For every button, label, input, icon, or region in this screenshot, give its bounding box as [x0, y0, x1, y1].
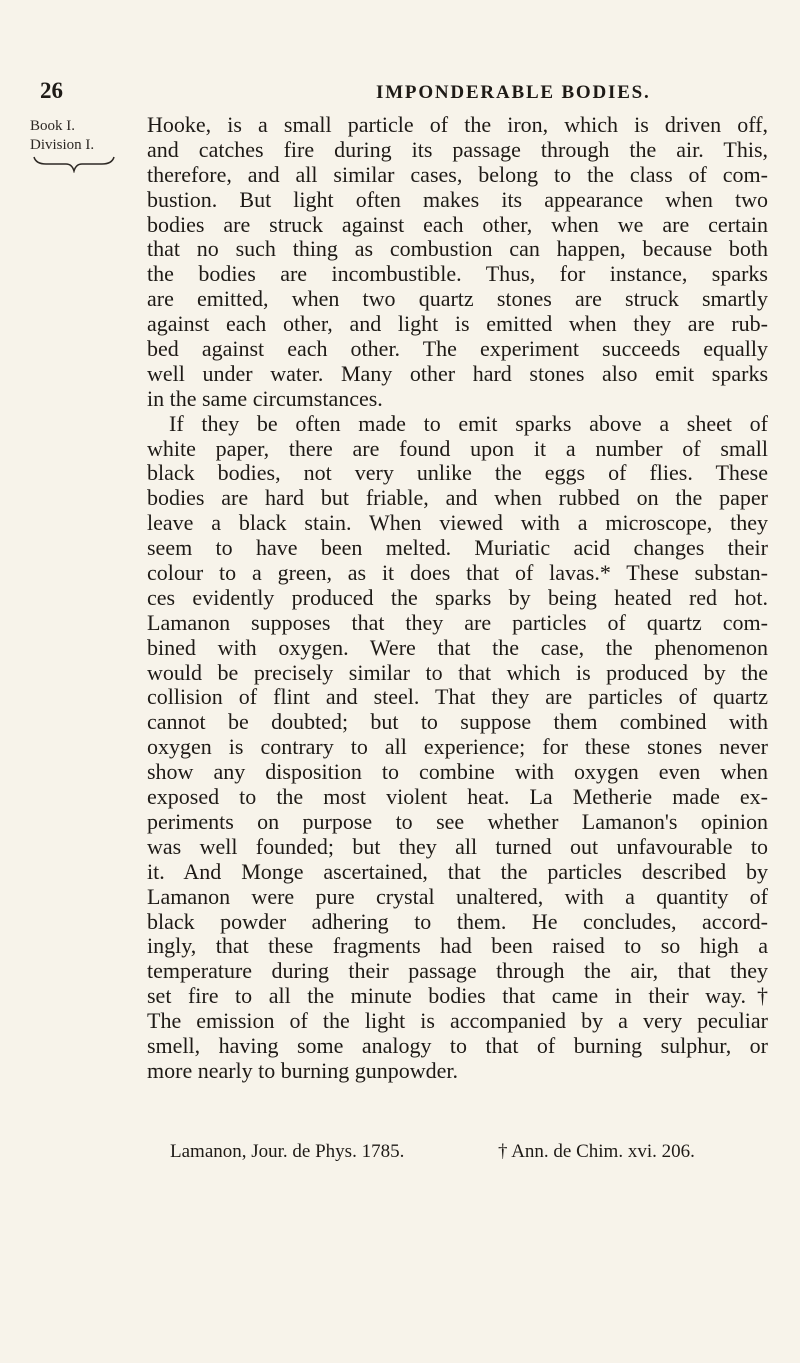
- text-line: therefore, and all similar cases, belong to the class of com-: [147, 162, 768, 187]
- text-line: temperature during their passage through the air, that they: [147, 959, 768, 984]
- text-line: would be precisely similar to that which is produced by the: [147, 660, 768, 685]
- text-line: leave a black stain. When viewed with a microscope, they: [147, 511, 768, 536]
- text-line: collision of flint and steel. That they are particles of quartz: [147, 685, 768, 710]
- text-line: black powder adhering to them. He concludes, accord-: [147, 909, 768, 934]
- text-line: in the same circumstances.: [147, 386, 383, 411]
- text-line: the bodies are incombustible. Thus, for instance, sparks: [147, 262, 768, 287]
- main-text: [147, 113, 768, 1084]
- text-line: show any disposition to combine with oxygen even when: [147, 760, 768, 785]
- footnotes: [170, 1141, 740, 1169]
- text-line: bodies are hard but friable, and when rubbed on the paper: [147, 486, 768, 511]
- text-line: The emission of the light is accompanied by a very peculiar: [147, 1009, 768, 1034]
- text-line: black bodies, not very unlike the eggs of flies. These: [147, 461, 768, 486]
- text-line: exposed to the most violent heat. La Metherie made ex-: [147, 785, 768, 810]
- text-line: and catches fire during its passage through the air. This,: [147, 137, 768, 162]
- text-line: seem to have been melted. Muriatic acid changes their: [147, 536, 768, 561]
- margin-book: Book I.: [30, 118, 75, 134]
- brace-icon: [32, 155, 116, 173]
- text-line: Hooke, is a small particle of the iron, which is driven off,: [147, 113, 768, 137]
- page-number: 26: [40, 78, 63, 103]
- text-line: ingly, that these fragments had been raised to so high a: [147, 934, 768, 959]
- text-line: against each other, and light is emitted when they are rub-: [147, 312, 768, 337]
- text-line: it. And Monge ascertained, that the particles described by: [147, 859, 768, 884]
- text-line: periments on purpose to see whether Lamanon's opinion: [147, 809, 768, 834]
- footnote-star: Lamanon, Jour. de Phys. 1785.: [170, 1141, 405, 1162]
- running-header: [40, 78, 760, 110]
- text-line: that no such thing as combustion can happen, because both: [147, 237, 768, 262]
- text-line: bodies are struck against each other, when we are certain: [147, 212, 768, 237]
- text-line: more nearly to burning gunpowder.: [147, 1058, 458, 1083]
- text-line: set fire to all the minute bodies that came in their way.†: [147, 984, 768, 1009]
- page-title: IMPONDERABLE BODIES.: [376, 82, 651, 103]
- text-line: oxygen is contrary to all experience; for these stones never: [147, 735, 768, 760]
- text-line: ces evidently produced the sparks by being heated red hot.: [147, 585, 768, 610]
- margin-note: [30, 117, 132, 173]
- footnote-dagger: † Ann. de Chim. xvi. 206.: [498, 1141, 695, 1162]
- text-line: colour to a green, as it does that of lavas.* These substan-: [147, 561, 768, 586]
- margin-division: Division I.: [30, 137, 95, 153]
- text-line: well under water. Many other hard stones also emit sparks: [147, 361, 768, 386]
- text-line: Lamanon supposes that they are particles of quartz com-: [147, 610, 768, 635]
- text-line: smell, having some analogy to that of burning sulphur, or: [147, 1033, 768, 1058]
- text-line: bined with oxygen. Were that the case, the phenomenon: [147, 635, 768, 660]
- text-line: bustion. But light often makes its appearance when two: [147, 187, 768, 212]
- text-line: are emitted, when two quartz stones are struck smartly: [147, 287, 768, 312]
- text-line: If they be often made to emit sparks above a sheet of: [169, 411, 768, 436]
- text-line: was well founded; but they all turned out unfavourable to: [147, 834, 768, 859]
- text-line: cannot be doubted; but to suppose them combined with: [147, 710, 768, 735]
- text-line: white paper, there are found upon it a number of small: [147, 436, 768, 461]
- text-line: Lamanon were pure crystal unaltered, with a quantity of: [147, 884, 768, 909]
- text-line: bed against each other. The experiment succeeds equally: [147, 337, 768, 362]
